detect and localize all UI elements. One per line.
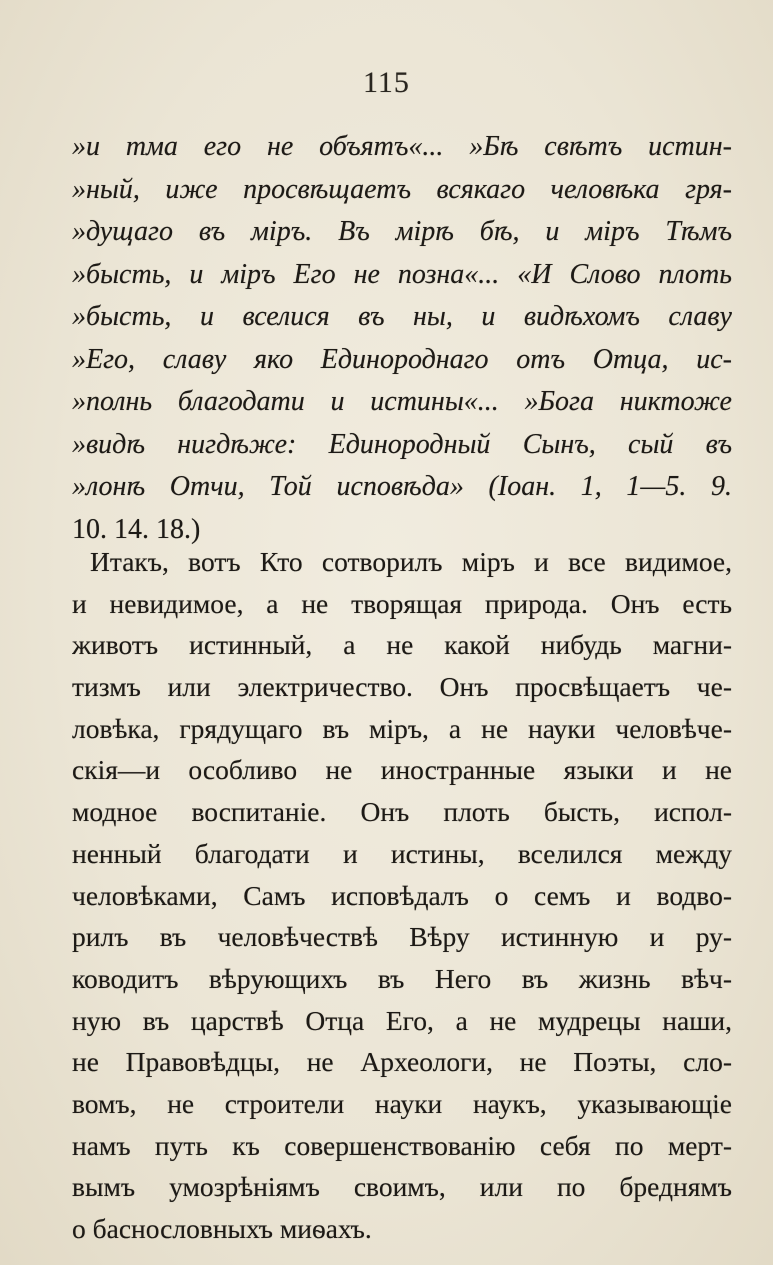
paragraph-line: ную въ царствѣ Отца Его, а не мудрецы наши, — [72, 1004, 732, 1036]
paragraph-line: тизмъ или электричество. Онъ просвѣщаетъ че- — [72, 671, 732, 703]
paragraph-line: и невидимое, а не творящая природа. Онъ есть — [72, 587, 732, 619]
paragraph-line: ководитъ вѣрующихъ въ Него въ жизнь вѣч- — [72, 962, 732, 994]
paragraph-line: вымъ умозрѣніямъ своимъ, или по бреднямъ — [72, 1171, 732, 1203]
quote-line: »бысть, и міръ Его не позна«... «И Слово плоть — [72, 258, 732, 290]
quote-line: »лонѣ Отчи, Той исповѣда» (Іоан. 1, 1—5. 9. — [72, 471, 732, 502]
paragraph-line: скія—и особливо не иностранные языки и не — [72, 754, 732, 786]
quote-line-citation: 10. 14. 18.) — [72, 513, 201, 545]
scripture-quote — [72, 126, 732, 551]
paragraph-line: вомъ, не строители науки наукъ, указывающіе — [72, 1087, 732, 1119]
quote-line: »бысть, и вселися въ ны, и видѣхомъ славу — [72, 301, 732, 332]
body-paragraph — [72, 541, 732, 1250]
paragraph-line: намъ путь къ совершенствованію себя по мерт- — [72, 1129, 732, 1161]
quote-line: »Его, славу яко Единороднаго отъ Отца, ис- — [72, 343, 732, 375]
paragraph-line: человѣками, Самъ исповѣдалъ о семъ и водво- — [72, 879, 732, 911]
paragraph-line-final: о баснословныхъ миѳахъ. — [72, 1213, 372, 1244]
quote-line: »дущаго въ міръ. Въ мірѣ бѣ, и міръ Тѣмъ — [72, 216, 732, 247]
quote-line: »ный, иже просвѣщаетъ всякаго человѣка гря- — [72, 173, 732, 205]
paragraph-line: Итакъ, вотъ Кто сотворилъ міръ и все видимое, — [90, 546, 732, 577]
quote-line: »и тма его не объятъ«... »Бѣ свѣтъ истин- — [72, 131, 732, 162]
paragraph-line: животъ истинный, а не какой нибудь магни- — [72, 629, 732, 661]
paragraph-line: ненный благодати и истины, вселился между — [72, 837, 732, 869]
paragraph-line: ловѣка, грядущаго въ міръ, а не науки человѣче- — [72, 712, 732, 744]
paragraph-line: не Правовѣдцы, не Археологи, не Поэты, сло- — [72, 1046, 732, 1078]
quote-line: »видѣ нигдѣже: Единородный Сынъ, сый въ — [72, 428, 732, 460]
quote-line: »полнь благодати и истины«... »Бога никтоже — [72, 386, 732, 417]
paragraph-line: рилъ въ человѣчествѣ Вѣру истинную и ру- — [72, 921, 732, 953]
page-number: 115 — [363, 66, 410, 99]
paragraph-line: модное воспитаніе. Онъ плоть бысть, испол- — [72, 796, 732, 828]
